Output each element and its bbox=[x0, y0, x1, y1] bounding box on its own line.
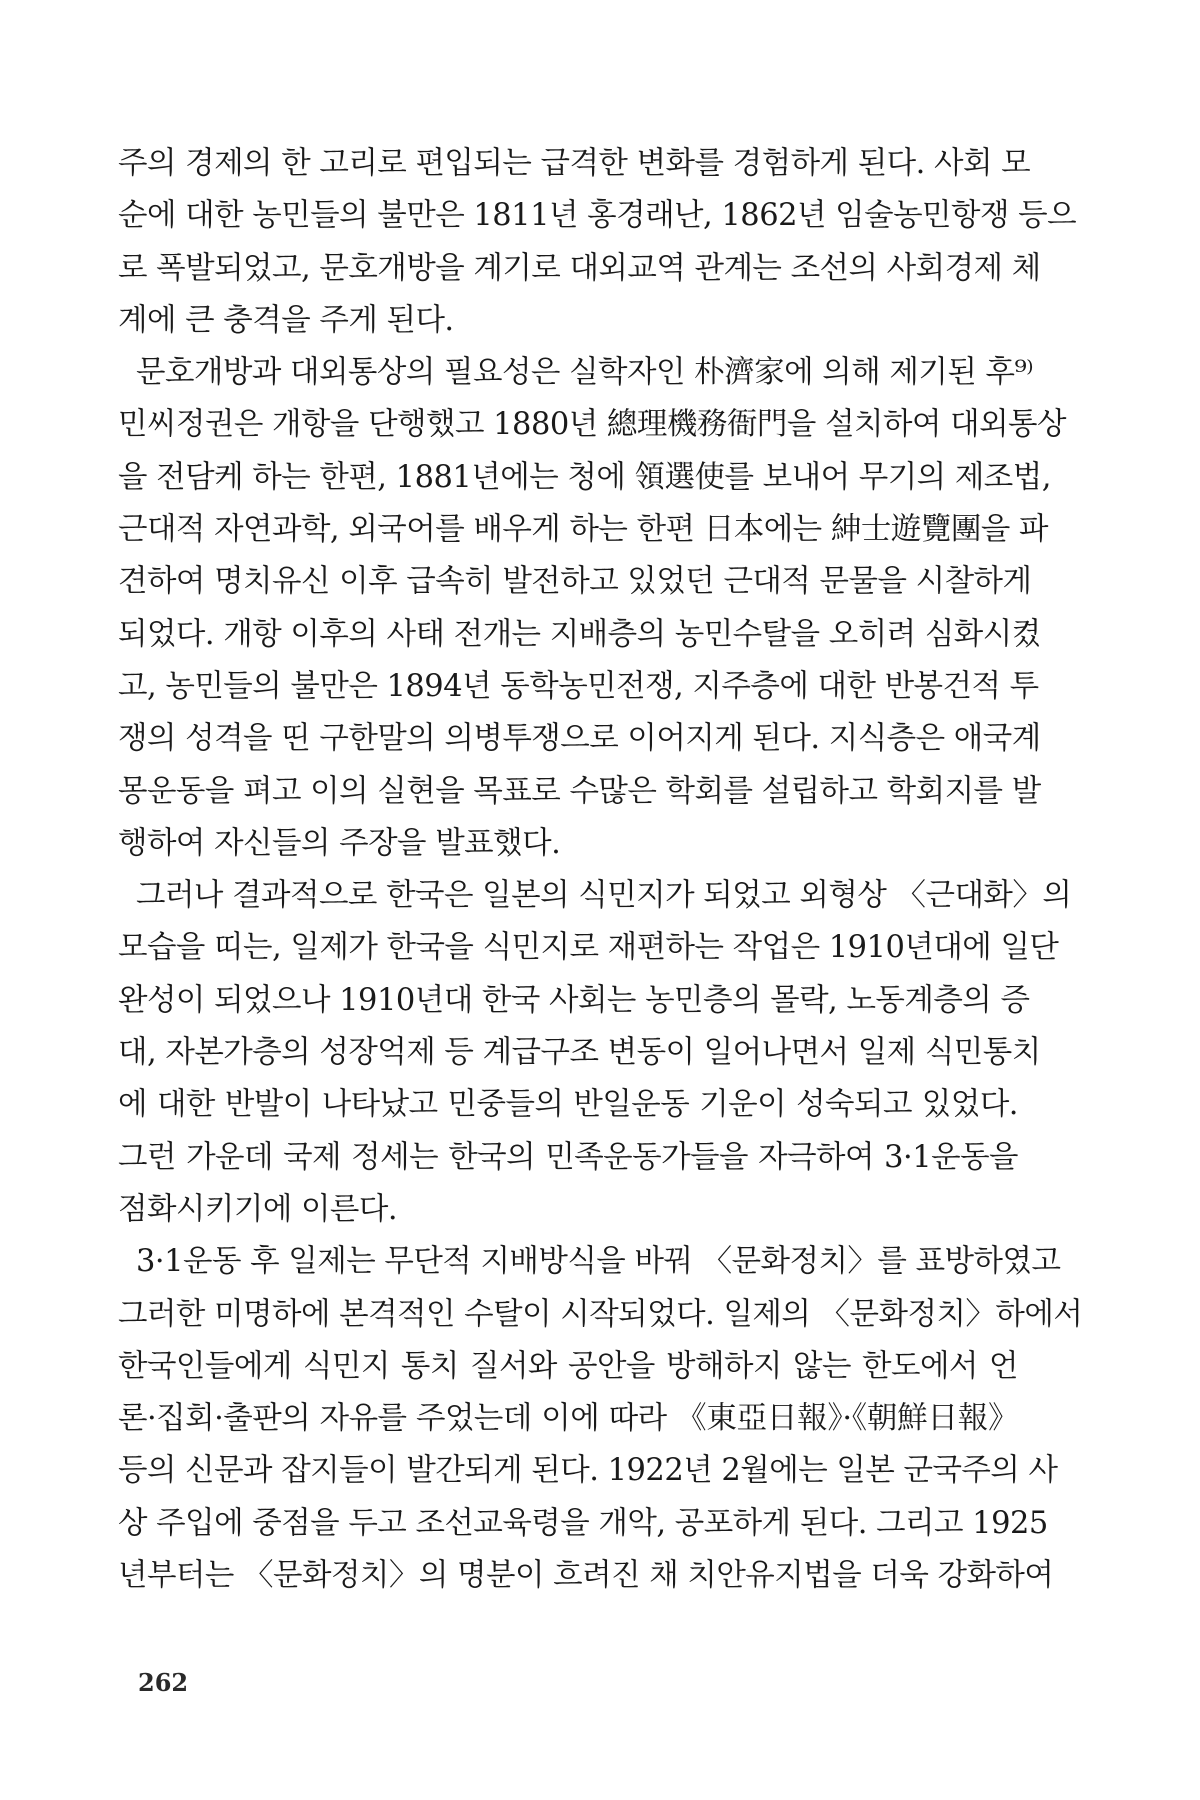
page-number: 262 bbox=[138, 1668, 189, 1697]
text-line: 순에 대한 농민들의 불만은 1811년 홍경래난, 1862년 임술농민항쟁 등으 bbox=[118, 198, 1077, 234]
text-line: 을 전담케 하는 한편, 1881년에는 청에 領選使를 보내어 무기의 제조법, bbox=[118, 459, 1051, 495]
text-line: 론·집회·출판의 자유를 주었는데 이에 따라 《東亞日報》·《朝鮮日報》 bbox=[118, 1401, 1018, 1437]
text-line: 그러한 미명하에 본격적인 수탈이 시작되었다. 일제의 〈문화정치〉하에서 bbox=[118, 1296, 1083, 1332]
body-text bbox=[118, 138, 1083, 1602]
text-line: 되었다. 개항 이후의 사태 전개는 지배층의 농민수탈을 오히려 심화시켰 bbox=[118, 616, 1041, 652]
text-line: 그런 가운데 국제 정세는 한국의 민족운동가들을 자극하여 3·1운동을 bbox=[118, 1139, 1018, 1175]
text-line: 로 폭발되었고, 문호개방을 계기로 대외교역 관계는 조선의 사회경제 체 bbox=[118, 250, 1041, 286]
text-line: 견하여 명치유신 이후 급속히 발전하고 있었던 근대적 문물을 시찰하게 bbox=[118, 564, 1032, 600]
text-line: 행하여 자신들의 주장을 발표했다. bbox=[118, 825, 561, 861]
text-line: 모습을 띠는, 일제가 한국을 식민지로 재편하는 작업은 1910년대에 일단 bbox=[118, 930, 1059, 966]
text-line: 몽운동을 펴고 이의 실현을 목표로 수많은 학회를 설립하고 학회지를 발 bbox=[118, 773, 1041, 809]
text-line: 쟁의 성격을 띤 구한말의 의병투쟁으로 이어지게 된다. 지식층은 애국계 bbox=[118, 721, 1041, 757]
text-line: 고, 농민들의 불만은 1894년 동학농민전쟁, 지주층에 대한 반봉건적 투 bbox=[118, 668, 1039, 704]
text-line: 한국인들에게 식민지 통치 질서와 공안을 방해하지 않는 한도에서 언 bbox=[118, 1348, 1018, 1384]
text-line: 주의 경제의 한 고리로 편입되는 급격한 변화를 경험하게 된다. 사회 모 bbox=[118, 146, 1031, 181]
text-line: 계에 큰 충격을 주게 된다. bbox=[118, 302, 454, 338]
text-line: 그러나 결과적으로 한국은 일본의 식민지가 되었고 외형상 〈근대화〉의 bbox=[136, 878, 1072, 914]
text-line: 년부터는 〈문화정치〉의 명분이 흐려진 채 치안유지법을 더욱 강화하여 bbox=[118, 1558, 1054, 1594]
text-line: 점화시키기에 이른다. bbox=[118, 1191, 398, 1227]
text-line: 등의 신문과 잡지들이 발간되게 된다. 1922년 2월에는 일본 군국주의 사 bbox=[118, 1453, 1058, 1489]
text-line: 3·1운동 후 일제는 무단적 지배방식을 바꿔 〈문화정치〉를 표방하였고 bbox=[136, 1244, 1061, 1280]
text-line: 완성이 되었으나 1910년대 한국 사회는 농민층의 몰락, 노동계층의 증 bbox=[118, 982, 1030, 1018]
text-line: 대, 자본가층의 성장억제 등 계급구조 변동이 일어나면서 일제 식민통치 bbox=[118, 1035, 1041, 1071]
text-line: 민씨정권은 개항을 단행했고 1880년 總理機務衙門을 설치하여 대외통상 bbox=[118, 407, 1066, 443]
text-line: 상 주입에 중점을 두고 조선교육령을 개악, 공포하게 된다. 그리고 1925 bbox=[118, 1505, 1048, 1541]
text-line: 문호개방과 대외통상의 필요성은 실학자인 朴濟家에 의해 제기된 후⁹⁾ bbox=[136, 355, 1034, 391]
text-line: 에 대한 반발이 나타났고 민중들의 반일운동 기운이 성숙되고 있었다. bbox=[118, 1087, 1018, 1123]
text-line: 근대적 자연과학, 외국어를 배우게 하는 한편 日本에는 紳士遊覽團을 파 bbox=[118, 512, 1048, 548]
